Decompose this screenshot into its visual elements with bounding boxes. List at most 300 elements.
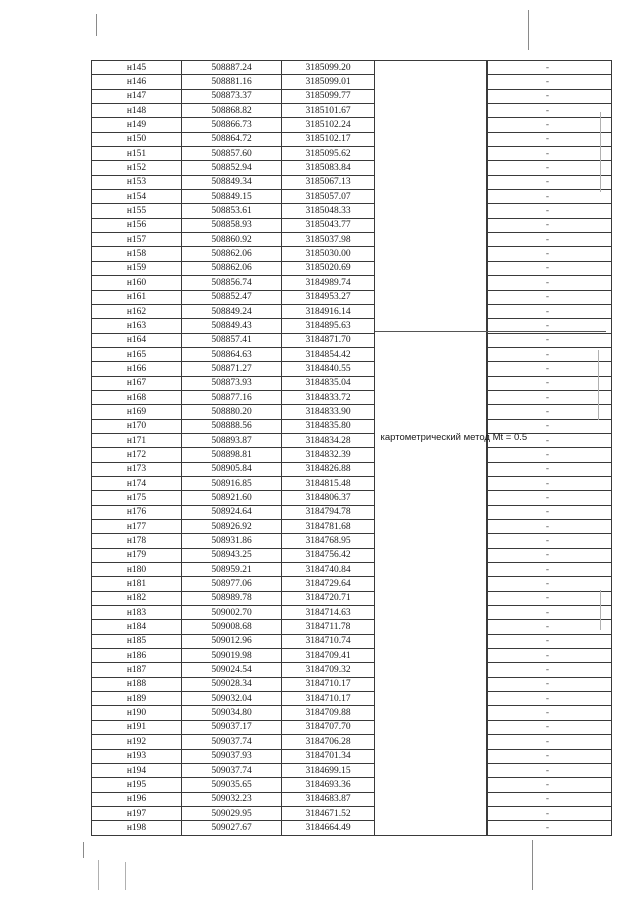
y-coordinate-cell: 3185095.62 [282,147,375,161]
x-coordinate-cell: 508862.06 [182,261,282,275]
accuracy-cell [488,104,612,118]
y-coordinate-cell: 3184664.49 [282,821,375,835]
accuracy-cell [488,706,612,720]
accuracy-cell [488,534,612,548]
accuracy-cell [488,806,612,820]
point-id-cell: н176 [92,505,182,519]
table-row [92,247,612,261]
y-coordinate-cell: 3185101.67 [282,104,375,118]
dash-mark: - [545,421,550,432]
table-row [92,218,612,232]
y-coordinate-cell: 3184693.36 [282,778,375,792]
y-coordinate-cell: 3184832.39 [282,448,375,462]
table-row [92,606,612,620]
accuracy-cell [488,505,612,519]
point-id-cell: н158 [92,247,182,261]
point-id-cell: н192 [92,735,182,749]
table-row [92,677,612,691]
table-row [92,304,612,318]
table-row [92,692,612,706]
method-note-text: картометрический метод Mt = 0.5 [380,431,528,443]
table-row [92,261,612,275]
table-row [92,89,612,103]
x-coordinate-cell: 508862.06 [182,247,282,261]
y-coordinate-cell: 3184709.32 [282,663,375,677]
table-row [92,520,612,534]
point-id-cell: н172 [92,448,182,462]
point-id-cell: н157 [92,233,182,247]
y-coordinate-cell: 3185083.84 [282,161,375,175]
x-coordinate-cell: 508868.82 [182,104,282,118]
x-coordinate-cell: 508905.84 [182,462,282,476]
accuracy-cell [488,290,612,304]
point-id-cell: н188 [92,677,182,691]
point-id-cell: н193 [92,749,182,763]
x-coordinate-cell: 509008.68 [182,620,282,634]
dash-mark: - [545,564,550,575]
x-coordinate-cell: 508864.63 [182,347,282,361]
y-coordinate-cell: 3185048.33 [282,204,375,218]
x-coordinate-cell: 509034.80 [182,706,282,720]
table-row [92,433,612,447]
point-id-cell: н178 [92,534,182,548]
table-row [92,778,612,792]
x-coordinate-cell: 508852.47 [182,290,282,304]
accuracy-cell [488,61,612,75]
dash-mark: - [545,722,550,733]
dash-mark: - [545,521,550,532]
dash-mark: - [545,579,550,590]
dash-mark: - [545,622,550,633]
x-coordinate-cell: 509037.74 [182,735,282,749]
table-row [92,534,612,548]
accuracy-cell [488,218,612,232]
table-row [92,491,612,505]
y-coordinate-cell: 3184833.72 [282,390,375,404]
point-id-cell: н159 [92,261,182,275]
y-coordinate-cell: 3184706.28 [282,735,375,749]
coordinates-table [91,60,612,836]
accuracy-cell [488,161,612,175]
x-coordinate-cell: 508871.27 [182,362,282,376]
y-coordinate-cell: 3184794.78 [282,505,375,519]
accuracy-cell [488,677,612,691]
y-coordinate-cell: 3185102.17 [282,132,375,146]
table-row [92,706,612,720]
x-coordinate-cell: 508926.92 [182,520,282,534]
x-coordinate-cell: 509037.74 [182,763,282,777]
y-coordinate-cell: 3185102.24 [282,118,375,132]
y-coordinate-cell: 3184671.52 [282,806,375,820]
x-coordinate-cell: 508860.92 [182,233,282,247]
accuracy-cell [488,233,612,247]
point-id-cell: н164 [92,333,182,347]
scan-mark [600,590,601,630]
dash-mark: - [545,650,550,661]
point-id-cell: н166 [92,362,182,376]
dash-mark: - [545,163,550,174]
accuracy-cell [488,720,612,734]
point-id-cell: н152 [92,161,182,175]
x-coordinate-cell: 508943.25 [182,548,282,562]
x-coordinate-cell: 508887.24 [182,61,282,75]
point-id-cell: н167 [92,376,182,390]
y-coordinate-cell: 3185020.69 [282,261,375,275]
table-row [92,190,612,204]
scan-mark [598,350,599,420]
dash-mark: - [545,306,550,317]
x-coordinate-cell: 508916.85 [182,476,282,490]
accuracy-cell [488,735,612,749]
point-id-cell: н169 [92,405,182,419]
dash-mark: - [545,148,550,159]
accuracy-cell [488,778,612,792]
y-coordinate-cell: 3184854.42 [282,347,375,361]
accuracy-cell [488,204,612,218]
point-id-cell: н155 [92,204,182,218]
scan-mark [532,840,533,890]
x-coordinate-cell: 508857.60 [182,147,282,161]
accuracy-cell [488,333,612,347]
accuracy-cell [488,462,612,476]
dash-mark: - [545,406,550,417]
y-coordinate-cell: 3184953.27 [282,290,375,304]
y-coordinate-cell: 3184833.90 [282,405,375,419]
accuracy-cell [488,247,612,261]
table-row [92,419,612,433]
table-row [92,448,612,462]
table-row [92,563,612,577]
x-coordinate-cell: 508852.94 [182,161,282,175]
point-id-cell: н184 [92,620,182,634]
table-row [92,233,612,247]
point-id-cell: н179 [92,548,182,562]
dash-mark: - [545,808,550,819]
point-id-cell: н151 [92,147,182,161]
accuracy-cell [488,763,612,777]
x-coordinate-cell: 509028.34 [182,677,282,691]
table-row [92,806,612,820]
y-coordinate-cell: 3184826.88 [282,462,375,476]
x-coordinate-cell: 509024.54 [182,663,282,677]
accuracy-cell [488,75,612,89]
y-coordinate-cell: 3184815.48 [282,476,375,490]
point-id-cell: н187 [92,663,182,677]
x-coordinate-cell: 509029.95 [182,806,282,820]
dash-mark: - [545,736,550,747]
dash-mark: - [545,320,550,331]
accuracy-cell [488,276,612,290]
dash-mark: - [545,751,550,762]
point-id-cell: н181 [92,577,182,591]
x-coordinate-cell: 508849.34 [182,175,282,189]
y-coordinate-cell: 3184756.42 [282,548,375,562]
y-coordinate-cell: 3185030.00 [282,247,375,261]
table-row [92,118,612,132]
dash-mark: - [545,134,550,145]
point-id-cell: н175 [92,491,182,505]
accuracy-cell [488,792,612,806]
dash-mark: - [545,263,550,274]
y-coordinate-cell: 3184840.55 [282,362,375,376]
accuracy-cell [488,261,612,275]
x-coordinate-cell: 508864.72 [182,132,282,146]
y-coordinate-cell: 3184707.70 [282,720,375,734]
accuracy-cell [488,175,612,189]
point-id-cell: н198 [92,821,182,835]
scan-mark [125,862,126,890]
accuracy-cell [488,405,612,419]
dash-mark: - [545,536,550,547]
point-id-cell: н180 [92,563,182,577]
point-id-cell: н173 [92,462,182,476]
x-coordinate-cell: 508853.61 [182,204,282,218]
y-coordinate-cell: 3184806.37 [282,491,375,505]
dash-mark: - [545,206,550,217]
scan-mark [96,14,97,36]
table-row [92,405,612,419]
accuracy-cell [488,591,612,605]
table-row [92,620,612,634]
y-coordinate-cell: 3184711.78 [282,620,375,634]
accuracy-cell [488,520,612,534]
y-coordinate-cell: 3185099.01 [282,75,375,89]
accuracy-cell [488,89,612,103]
table-row [92,476,612,490]
y-coordinate-cell: 3184835.80 [282,419,375,433]
accuracy-cell [488,190,612,204]
x-coordinate-cell: 509027.67 [182,821,282,835]
x-coordinate-cell: 508849.15 [182,190,282,204]
table-row [92,204,612,218]
dash-mark: - [545,449,550,460]
point-id-cell: н145 [92,61,182,75]
accuracy-cell [488,663,612,677]
accuracy-cell [488,147,612,161]
scan-mark [98,860,99,890]
table-row [92,792,612,806]
accuracy-cell [488,548,612,562]
accuracy-cell [488,376,612,390]
dash-mark: - [545,636,550,647]
dash-mark: - [545,91,550,102]
y-coordinate-cell: 3184729.64 [282,577,375,591]
accuracy-cell [488,476,612,490]
accuracy-cell [488,821,612,835]
table-row [92,104,612,118]
dash-mark: - [545,435,550,446]
x-coordinate-cell: 508877.16 [182,390,282,404]
table-row [92,376,612,390]
scan-mark [528,10,529,50]
point-id-cell: н153 [92,175,182,189]
accuracy-cell [488,620,612,634]
x-coordinate-cell: 508856.74 [182,276,282,290]
dash-mark: - [545,363,550,374]
accuracy-cell [488,649,612,663]
point-id-cell: н165 [92,347,182,361]
table-row [92,720,612,734]
point-id-cell: н194 [92,763,182,777]
point-id-cell: н154 [92,190,182,204]
y-coordinate-cell: 3184710.17 [282,677,375,691]
y-coordinate-cell: 3184709.88 [282,706,375,720]
x-coordinate-cell: 508977.06 [182,577,282,591]
y-coordinate-cell: 3185067.13 [282,175,375,189]
table-row [92,548,612,562]
x-coordinate-cell: 508849.43 [182,319,282,333]
point-id-cell: н197 [92,806,182,820]
x-coordinate-cell: 508857.41 [182,333,282,347]
accuracy-cell [488,577,612,591]
y-coordinate-cell: 3184781.68 [282,520,375,534]
coordinates-table-body [92,61,612,836]
table-row [92,663,612,677]
table-row [92,577,612,591]
accuracy-cell [488,606,612,620]
dash-mark: - [545,679,550,690]
y-coordinate-cell: 3185099.77 [282,89,375,103]
point-id-cell: н195 [92,778,182,792]
table-row [92,390,612,404]
dash-mark: - [545,765,550,776]
x-coordinate-cell: 509035.65 [182,778,282,792]
y-coordinate-cell: 3184740.84 [282,563,375,577]
y-coordinate-cell: 3184871.70 [282,333,375,347]
x-coordinate-cell: 508893.87 [182,433,282,447]
y-coordinate-cell: 3184714.63 [282,606,375,620]
dash-mark: - [545,220,550,231]
dash-mark: - [545,693,550,704]
x-coordinate-cell: 508921.60 [182,491,282,505]
scan-mark [83,842,84,858]
dash-mark: - [545,708,550,719]
x-coordinate-cell: 509032.23 [182,792,282,806]
x-coordinate-cell: 508898.81 [182,448,282,462]
accuracy-cell [488,347,612,361]
dash-mark: - [545,665,550,676]
scan-mark [600,112,601,192]
dash-mark: - [545,593,550,604]
table-row [92,175,612,189]
y-coordinate-cell: 3185099.20 [282,61,375,75]
table-row [92,61,612,75]
method-divider-line [375,331,606,332]
point-id-cell: н156 [92,218,182,232]
y-coordinate-cell: 3184835.04 [282,376,375,390]
y-coordinate-cell: 3184699.15 [282,763,375,777]
x-coordinate-cell: 508873.37 [182,89,282,103]
table-row [92,347,612,361]
accuracy-cell [488,448,612,462]
x-coordinate-cell: 508924.64 [182,505,282,519]
x-coordinate-cell: 508888.56 [182,419,282,433]
point-id-cell: н196 [92,792,182,806]
x-coordinate-cell: 508873.93 [182,376,282,390]
dash-mark: - [545,378,550,389]
point-id-cell: н190 [92,706,182,720]
table-row [92,505,612,519]
x-coordinate-cell: 509012.96 [182,634,282,648]
point-id-cell: н147 [92,89,182,103]
dash-mark: - [545,478,550,489]
point-id-cell: н162 [92,304,182,318]
point-id-cell: н185 [92,634,182,648]
x-coordinate-cell: 508858.93 [182,218,282,232]
table-row [92,161,612,175]
y-coordinate-cell: 3184709.41 [282,649,375,663]
x-coordinate-cell: 508881.16 [182,75,282,89]
point-id-cell: н191 [92,720,182,734]
dash-mark: - [545,335,550,346]
x-coordinate-cell: 509002.70 [182,606,282,620]
point-id-cell: н177 [92,520,182,534]
x-coordinate-cell: 508866.73 [182,118,282,132]
dash-mark: - [545,507,550,518]
point-id-cell: н183 [92,606,182,620]
point-id-cell: н168 [92,390,182,404]
dash-mark: - [545,105,550,116]
dash-mark: - [545,550,550,561]
table-row [92,821,612,835]
y-coordinate-cell: 3185043.77 [282,218,375,232]
point-id-cell: н160 [92,276,182,290]
point-id-cell: н182 [92,591,182,605]
dash-mark: - [545,177,550,188]
accuracy-cell [488,563,612,577]
point-id-cell: н170 [92,419,182,433]
dash-mark: - [545,234,550,245]
table-row [92,749,612,763]
dash-mark: - [545,62,550,73]
dash-mark: - [545,191,550,202]
accuracy-cell [488,118,612,132]
x-coordinate-cell: 508959.21 [182,563,282,577]
dash-mark: - [545,249,550,260]
y-coordinate-cell: 3184710.74 [282,634,375,648]
y-coordinate-cell: 3184916.14 [282,304,375,318]
accuracy-cell [488,692,612,706]
point-id-cell: н186 [92,649,182,663]
dash-mark: - [545,120,550,131]
table-row [92,75,612,89]
table-row [92,276,612,290]
dash-mark: - [545,277,550,288]
point-id-cell: н174 [92,476,182,490]
table-row [92,763,612,777]
y-coordinate-cell: 3184989.74 [282,276,375,290]
x-coordinate-cell: 508989.78 [182,591,282,605]
point-id-cell: н148 [92,104,182,118]
x-coordinate-cell: 509019.98 [182,649,282,663]
point-id-cell: н161 [92,290,182,304]
point-id-cell: н146 [92,75,182,89]
dash-mark: - [545,292,550,303]
table-row [92,147,612,161]
x-coordinate-cell: 508931.86 [182,534,282,548]
accuracy-cell [488,634,612,648]
accuracy-cell [488,749,612,763]
accuracy-cell [488,362,612,376]
accuracy-cell [488,491,612,505]
y-coordinate-cell: 3185037.98 [282,233,375,247]
table-row [92,462,612,476]
table-row [92,735,612,749]
y-coordinate-cell: 3184834.28 [282,433,375,447]
point-id-cell: н171 [92,433,182,447]
method-note-cell [375,61,528,836]
point-id-cell: н163 [92,319,182,333]
